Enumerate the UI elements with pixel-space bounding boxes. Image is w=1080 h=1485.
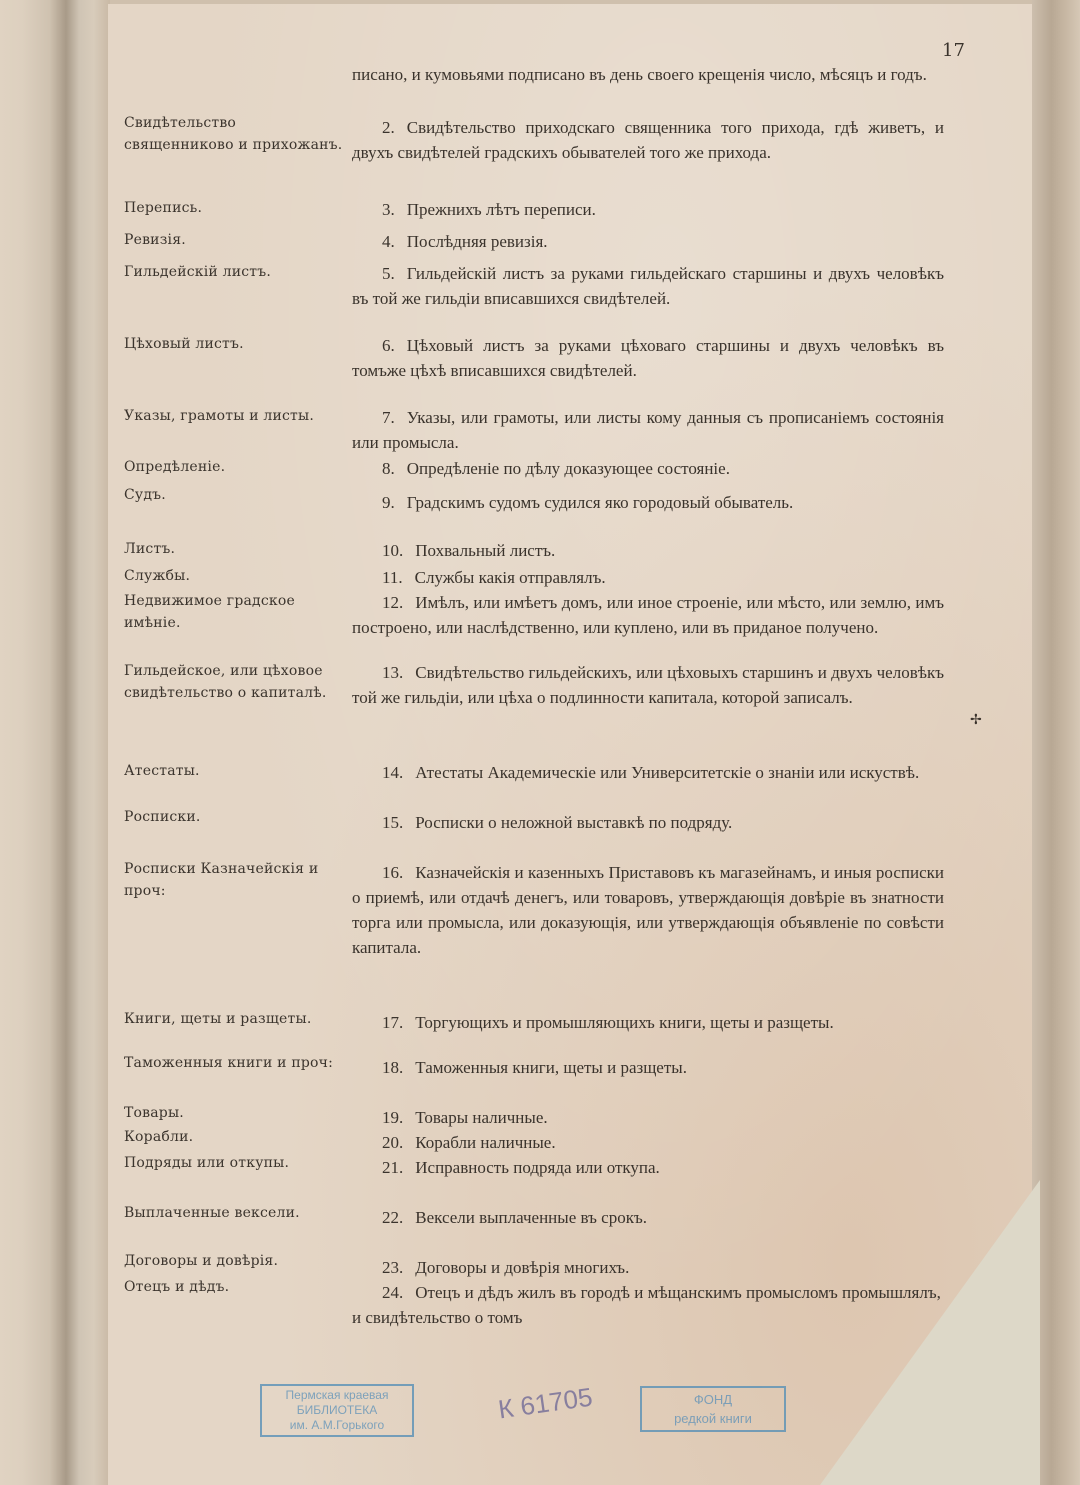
margin-note: Отецъ и дѣдъ.	[124, 1279, 230, 1295]
page-number: 17	[942, 40, 965, 61]
margin-note: Корабли.	[124, 1129, 194, 1145]
entry-number: 10.	[382, 541, 404, 560]
entry-paragraph	[352, 1105, 944, 1130]
entry-paragraph	[352, 490, 944, 515]
entry-text: Указы, или грамоты, или листы кому данныя съ прописаніемъ состоянія или промысла.	[352, 408, 944, 452]
fund-stamp-line: ФОНД	[693, 1392, 733, 1407]
entry-paragraph	[352, 1255, 944, 1280]
entry-text: Казначейскія и казенныхъ Приставовъ къ магазейнамъ, и иныя росписки о приемѣ, или отдачѣ денегъ, или товаровъ, утверждающія довѣріе въ знатности торга или промысла, или доказующія, или утверждающія объявленіе по совѣсти капитала.	[352, 863, 944, 957]
entry-number: 7.	[382, 408, 395, 427]
entry-text: Росписки о неложной выставкѣ по подряду.	[415, 813, 733, 832]
entry-number: 4.	[382, 232, 395, 251]
entry-number: 19.	[382, 1108, 404, 1127]
entry-text: Корабли наличные.	[415, 1133, 556, 1152]
entry-number: 20.	[382, 1133, 404, 1152]
fund-stamp	[640, 1386, 786, 1432]
entry-paragraph	[352, 1280, 944, 1330]
margin-note: Службы.	[124, 568, 191, 584]
entry-number: 18.	[382, 1058, 404, 1077]
entry-number: 12.	[382, 593, 404, 612]
entry-number: 9.	[382, 493, 395, 512]
entry-number: 21.	[382, 1158, 404, 1177]
margin-note: Росписки Казначейскія и проч:	[124, 861, 319, 899]
entry-paragraph	[352, 1055, 944, 1080]
entry-text: Прежнихъ лѣтъ переписи.	[406, 200, 596, 219]
entry-number: 15.	[382, 813, 404, 832]
margin-note: Недвижимое градское имѣніе.	[124, 593, 295, 631]
margin-note: Таможенныя книги и проч:	[124, 1055, 334, 1071]
entry-number: 22.	[382, 1208, 404, 1227]
margin-note: Указы, грамоты и листы.	[124, 408, 314, 424]
entry-text: Имѣлъ, или имѣетъ домъ, или иное строеніе, или мѣсто, или землю, имъ построено, или наслѣдственно, или куплено, или въ приданое получено.	[352, 593, 944, 637]
margin-note: Листъ.	[124, 541, 176, 557]
entry-paragraph	[352, 456, 944, 481]
margin-note: Выплаченные вексели.	[124, 1205, 300, 1221]
entry-paragraph	[352, 197, 944, 222]
entry-number: 6.	[382, 336, 395, 355]
margin-note: Росписки.	[124, 809, 201, 825]
entry-paragraph	[352, 405, 944, 455]
margin-note: Перепись.	[124, 200, 203, 216]
entry-text: Свидѣтельство гильдейскихъ, или цѣховыхъ старшинъ и двухъ человѣкъ той же гильдіи, или цѣха о подлинности капитала, которой записалъ.	[352, 663, 944, 707]
entry-number: 24.	[382, 1283, 404, 1302]
entry-text: Товары наличные.	[415, 1108, 548, 1127]
entry-paragraph	[352, 1010, 944, 1035]
margin-note: Подряды или откупы.	[124, 1155, 290, 1171]
margin-note: Судъ.	[124, 487, 166, 503]
entry-number: 2.	[382, 118, 395, 137]
entry-paragraph	[352, 860, 944, 960]
fund-stamp-line: редкой книги	[674, 1411, 752, 1426]
entry-paragraph	[352, 1155, 944, 1180]
library-stamp-line: БИБЛИОТЕКА	[296, 1403, 378, 1417]
margin-note: Ревизія.	[124, 232, 186, 248]
library-stamp-line: им. А.М.Горького	[289, 1418, 385, 1432]
entry-number: 11.	[382, 568, 403, 587]
entry-number: 14.	[382, 763, 404, 782]
margin-note: Цѣховый листъ.	[124, 336, 244, 352]
entry-paragraph	[352, 538, 944, 563]
entry-paragraph	[352, 1130, 944, 1155]
entry-paragraph	[352, 229, 944, 254]
entry-number: 5.	[382, 264, 395, 283]
margin-note: Гильдейскій листъ.	[124, 264, 271, 280]
entry-text: Службы какія отправлялъ.	[414, 568, 606, 587]
entry-number: 8.	[382, 459, 395, 478]
entry-paragraph	[352, 590, 944, 640]
entry-paragraph	[352, 810, 944, 835]
margin-cross-mark: ✢	[970, 712, 982, 728]
margin-note: Гильдейское, или цѣховое свидѣтельство о капиталѣ.	[124, 663, 327, 701]
entry-paragraph	[352, 760, 944, 785]
entry-text: Вексели выплаченные въ срокъ.	[415, 1208, 647, 1227]
margin-note: Опредѣленіе.	[124, 459, 226, 475]
entry-paragraph	[352, 333, 944, 383]
entry-text: Отецъ и дѣдъ жилъ въ городѣ и мѣщанскимъ промысломъ промышлялъ, и свидѣтельство о томъ	[352, 1283, 941, 1327]
entry-paragraph	[352, 115, 944, 165]
opening-continuation: писано, и кумовьями подписано въ день своего крещенія число, мѣсяцъ и годъ.	[352, 65, 927, 84]
margin-note: Товары.	[124, 1105, 184, 1121]
entry-number: 17.	[382, 1013, 404, 1032]
entry-text: Послѣдняя ревизія.	[406, 232, 548, 251]
entry-text: Похвальный листъ.	[415, 541, 556, 560]
entry-paragraph	[352, 660, 944, 710]
margin-note: Свидѣтельство священниково и прихожанъ.	[124, 115, 343, 153]
inventory-number: К 61705	[496, 1381, 595, 1425]
entry-text: Торгующихъ и промышляющихъ книги, щеты и разщеты.	[415, 1013, 834, 1032]
entry-text: Гильдейскій листъ за руками гильдейскаго старшины и двухъ человѣкъ въ той же гильдіи вписавшихся свидѣтелей.	[352, 264, 944, 308]
entry-text: Свидѣтельство приходскаго священника того приходa, гдѣ живетъ, и двухъ свидѣтелей градскихъ обывателей того же прихода.	[352, 118, 944, 162]
library-stamp	[260, 1384, 414, 1437]
entry-number: 16.	[382, 863, 404, 882]
entry-text: Градскимъ судомъ судился яко городовый обыватель.	[406, 493, 794, 512]
library-stamp-line: Пермская краевая	[285, 1388, 389, 1402]
entry-text: Цѣховый листъ за руками цѣховаго старшины и двухъ человѣкъ въ томъже цѣхѣ вписавшихся свидѣтелей.	[352, 336, 944, 380]
stamps-area	[0, 1380, 1080, 1440]
entry-number: 3.	[382, 200, 395, 219]
entry-text: Таможенныя книги, щеты и разщеты.	[415, 1058, 687, 1077]
entry-text: Исправность подряда или откупа.	[415, 1158, 660, 1177]
entry-paragraph	[352, 565, 944, 590]
entry-text: Опредѣленіе по дѣлу доказующее состояніе.	[406, 459, 730, 478]
entry-number: 13.	[382, 663, 404, 682]
entry-paragraph	[352, 261, 944, 311]
margin-note: Книги, щеты и разщеты.	[124, 1011, 312, 1027]
entry-text: Атестаты Академическіе или Университетскіе о знаніи или искуствѣ.	[415, 763, 920, 782]
margin-note: Договоры и довѣрія.	[124, 1253, 279, 1269]
entry-text: Договоры и довѣрія многихъ.	[415, 1258, 630, 1277]
book-spine-left	[0, 0, 110, 1485]
margin-note: Атестаты.	[124, 763, 200, 779]
entry-number: 23.	[382, 1258, 404, 1277]
entry-paragraph	[352, 1205, 944, 1230]
